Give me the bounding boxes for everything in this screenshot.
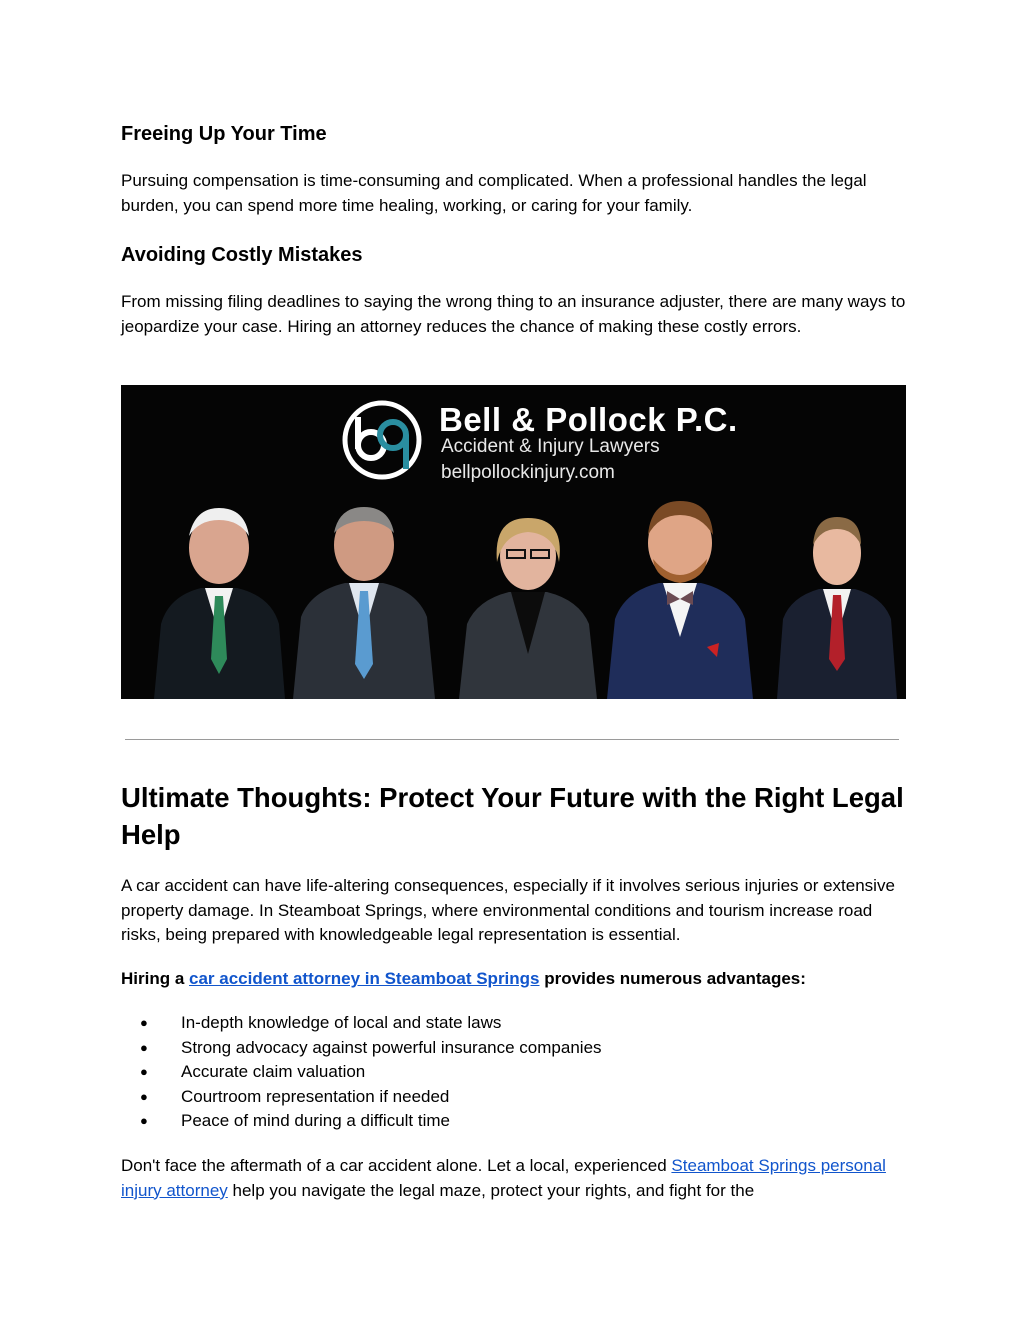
list-item-text: Accurate claim valuation (181, 1062, 366, 1081)
section-body-avoiding-mistakes: From missing filing deadlines to saying the wrong thing to an insurance adjuster, there are many ways to jeopardize your case. Hiring an attorney reduces the chance of making these costly errors. (121, 292, 906, 336)
attorney-portrait-4 (605, 487, 755, 699)
advantages-list (121, 1011, 602, 1134)
attorney-portrait-5 (773, 509, 901, 699)
closing-suffix: help you navigate the legal maze, protect your rights, and fight for the (227, 1180, 755, 1200)
closing-paragraph (121, 1154, 906, 1203)
list-item (121, 1036, 602, 1061)
banner-brand-name: Bell & Pollock P.C. (439, 401, 738, 438)
conclusion-title: Ultimate Thoughts: Protect Your Future with the Right Legal Help (121, 782, 904, 850)
bullet-icon: ● (140, 1064, 148, 1079)
list-item-text: Courtroom representation if needed (181, 1086, 450, 1106)
section-body-freeing-time: Pursuing compensation is time-consuming and complicated. When a professional handles the legal burden, you can spend more time healing, working, or caring for your family. (121, 171, 867, 215)
car-accident-attorney-link[interactable]: car accident attorney in Steamboat Springs (189, 969, 540, 988)
section-divider (125, 739, 899, 740)
banner-url: bellpollockinjury.com (441, 462, 615, 483)
section-heading-freeing-time: Freeing Up Your Time (121, 123, 327, 145)
closing-prefix: Don't face the aftermath of a car accident alone. Let a local, experienced (121, 1156, 672, 1175)
list-item (121, 1109, 602, 1134)
bp-logo-icon (341, 399, 423, 481)
attorney-portrait-2 (289, 499, 439, 699)
section-heading-avoiding-mistakes: Avoiding Costly Mistakes (121, 244, 363, 266)
list-item (121, 1085, 602, 1110)
firm-banner-image (121, 385, 906, 699)
personal-injury-attorney-link[interactable]: Steamboat Springs personal injury attorney (121, 1156, 886, 1200)
banner-tagline: Accident & Injury Lawyers (441, 436, 660, 457)
bullet-icon: ● (140, 1015, 148, 1030)
attorney-portrait-3 (453, 504, 603, 699)
bullet-icon: ● (140, 1039, 148, 1055)
list-item (121, 1011, 602, 1036)
list-item-text: In-depth knowledge of local and state laws (181, 1013, 502, 1032)
list-item-text: Peace of mind during a difficult time (181, 1111, 450, 1130)
advantages-lead-suffix: provides numerous advantages: (539, 969, 806, 988)
conclusion-intro: A car accident can have life-altering consequences, especially if it involves serious injuries or extensive property damage. In Steamboat Springs, where environmental conditions and tourism increase road risks, being prepared with knowledgeable legal representation is essential. (121, 876, 895, 944)
advantages-lead (121, 967, 906, 992)
list-item-text: Strong advocacy against powerful insurance companies (181, 1037, 602, 1057)
advantages-lead-prefix: Hiring a (121, 969, 190, 988)
bullet-icon: ● (140, 1113, 148, 1128)
attorney-portrait-1 (149, 484, 289, 699)
bullet-icon: ● (140, 1088, 148, 1104)
list-item (121, 1060, 602, 1085)
